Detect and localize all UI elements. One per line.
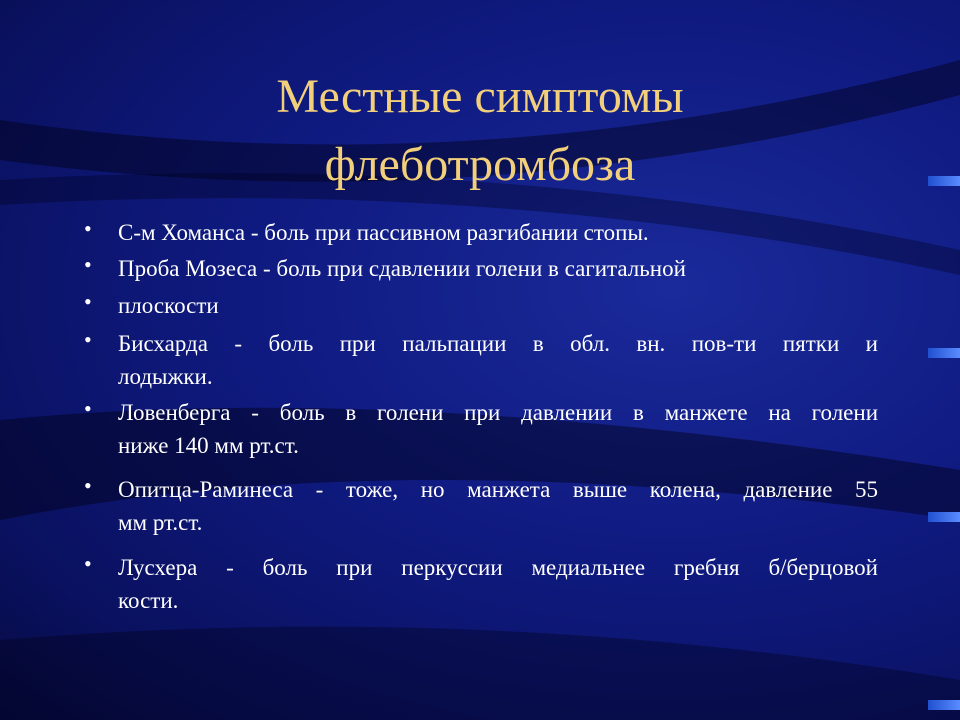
list-item-luscher: Лусхера - боль при перкуссии медиальнее гребня б/берцовой	[118, 555, 878, 580]
decorative-dash	[928, 348, 960, 358]
bullet: •	[84, 396, 92, 421]
list-item-luscher-cont: кости.	[118, 588, 179, 613]
decorative-dash	[928, 512, 960, 522]
bullet: •	[84, 216, 92, 241]
bullet: •	[84, 473, 92, 498]
bullet: •	[84, 252, 92, 277]
list-item-bisgard-cont: лодыжки.	[118, 364, 213, 389]
list-item-homans: С-м Хоманса - боль при пассивном разгибании стопы.	[118, 220, 649, 245]
decorative-dash	[928, 700, 960, 710]
bullet: •	[84, 289, 92, 314]
list-item-opitz-ramines-cont: мм рт.ст.	[118, 510, 203, 535]
background-swoosh	[0, 627, 960, 720]
bullet: •	[84, 551, 92, 576]
list-item-plane: плоскости	[118, 293, 219, 318]
list-item-lowenberg-cont: ниже 140 мм рт.ст.	[118, 433, 299, 458]
list-item-moses: Проба Мозеса - боль при сдавлении голени в сагитальной	[118, 256, 686, 281]
slide-title-line-1: Местные симптомы	[276, 70, 684, 123]
list-item-opitz-ramines: Опитца-Раминеса - тоже, но манжета выше колена, давление 55	[118, 477, 878, 502]
slide-title-line-2: флеботромбоза	[324, 138, 636, 191]
bullet: •	[84, 327, 92, 352]
list-item-lowenberg: Ловенберга - боль в голени при давлении в манжете на голени	[118, 400, 878, 425]
list-item-bisgard: Бисхарда - боль при пальпации в обл. вн. пов-ти пятки и	[118, 331, 878, 356]
